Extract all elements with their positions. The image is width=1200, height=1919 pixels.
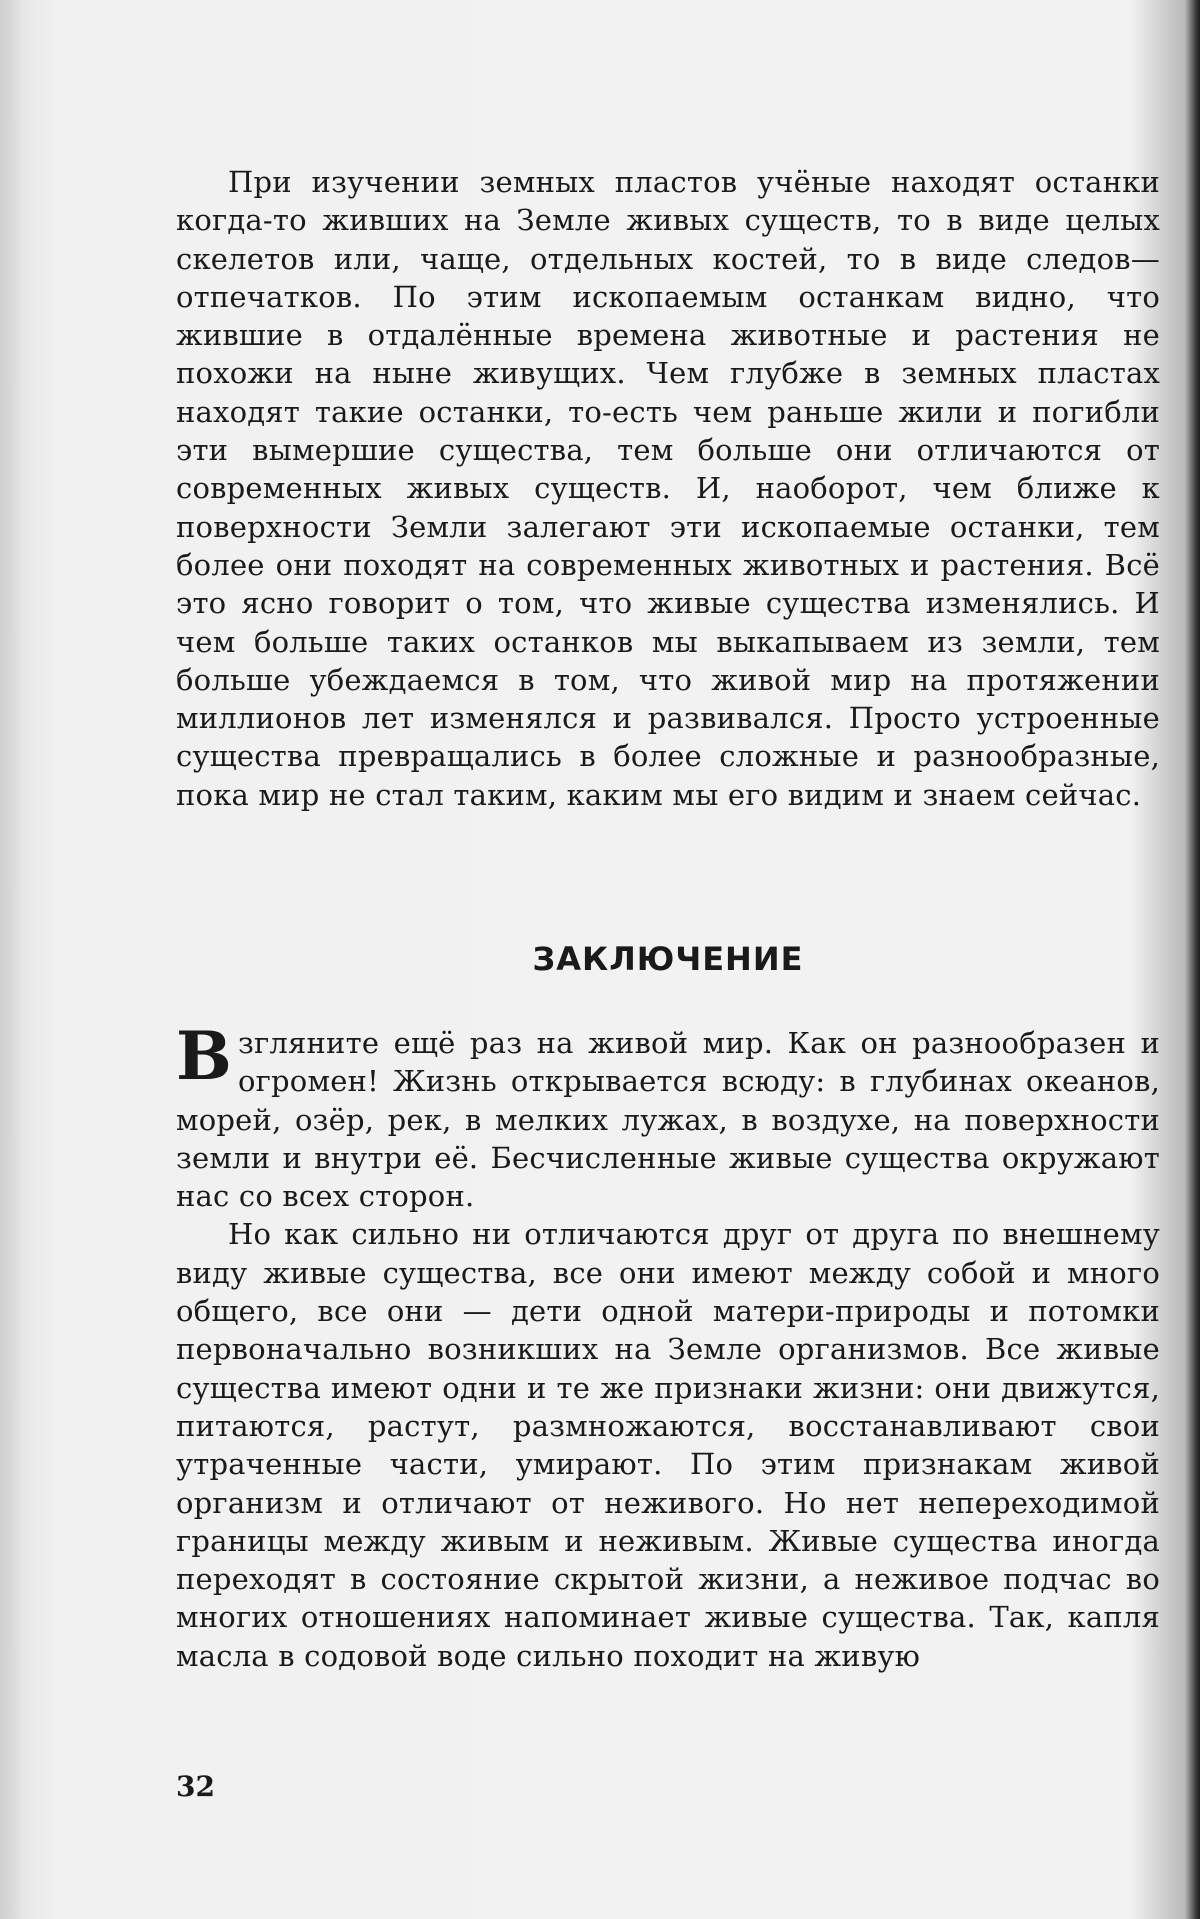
page-number: 32 bbox=[176, 1770, 215, 1803]
conclusion-paragraph-1-text: зглянитe ещё раз на живой мир. Как он разнообразен и огромен! Жизнь открывается всюду: в глубинах океанов, морей, озёр, рек, в мелких лужах, в воздухе, на поверхности земли и внутри её. Бесчисленные живые существа окружают нас со всех сторон. bbox=[176, 1026, 1160, 1214]
intro-paragraph: При изучении земных пластов учёные находят останки когда-то живших на Земле живых существ, то в виде целых скелетов или, чаще, отдельных костей, то в виде следов—отпечатков. По этим ископаемым останкам видно, что жившие в отдалённые времена животные и растения не похожи на ныне живущих. Чем глубже в земных пластах находят такие останки, то-есть чем раньше жили и погибли эти вымершие существа, тем больше они отличаются от современных живых существ. И, наоборот, чем ближе к поверхности Земли залегают эти ископаемые останки, тем более они походят на современных животных и растения. Всё это ясно говорит о том, что живые существа изменялись. И чем больше таких останков мы выкапываем из земли, тем больше убеждаемся в том, что живой мир на протяжении миллионов лет изменялся и развивался. Просто устроенные существа превращались в более сложные и разнообразные, пока мир не стал таким, каким мы его видим и знаем сейчас. bbox=[176, 165, 1160, 812]
section-heading: ЗАКЛЮЧЕНИЕ bbox=[532, 940, 804, 978]
page-edge-shadow bbox=[0, 0, 24, 1919]
drop-cap-letter: В bbox=[176, 1017, 232, 1095]
conclusion-paragraph-2: Но как сильно ни отличаются друг от друга по внешнему виду живые существа, все они имеют между собой и много общего, все они — дети одной матери-природы и потомки первоначально возникших на Земле организмов. Все живые существа имеют одни и те же признаки жизни: они движутся, питаются, растут, размножаются, восстанавливают свои утраченные части, умирают. По этим признакам живой организм и отличают от неживого. Но нет непереходимой границы между живым и неживым. Живые существа иногда переходят в состояние скрытой жизни, а неживое подчас во многих отношениях напоминает живые существа. Так, капля масла в содовой воде сильно походит на живую bbox=[176, 1217, 1160, 1673]
conclusion-paragraph-1 bbox=[176, 1017, 1160, 1215]
intro-section bbox=[176, 163, 1160, 814]
conclusion-section bbox=[176, 1017, 1160, 1675]
